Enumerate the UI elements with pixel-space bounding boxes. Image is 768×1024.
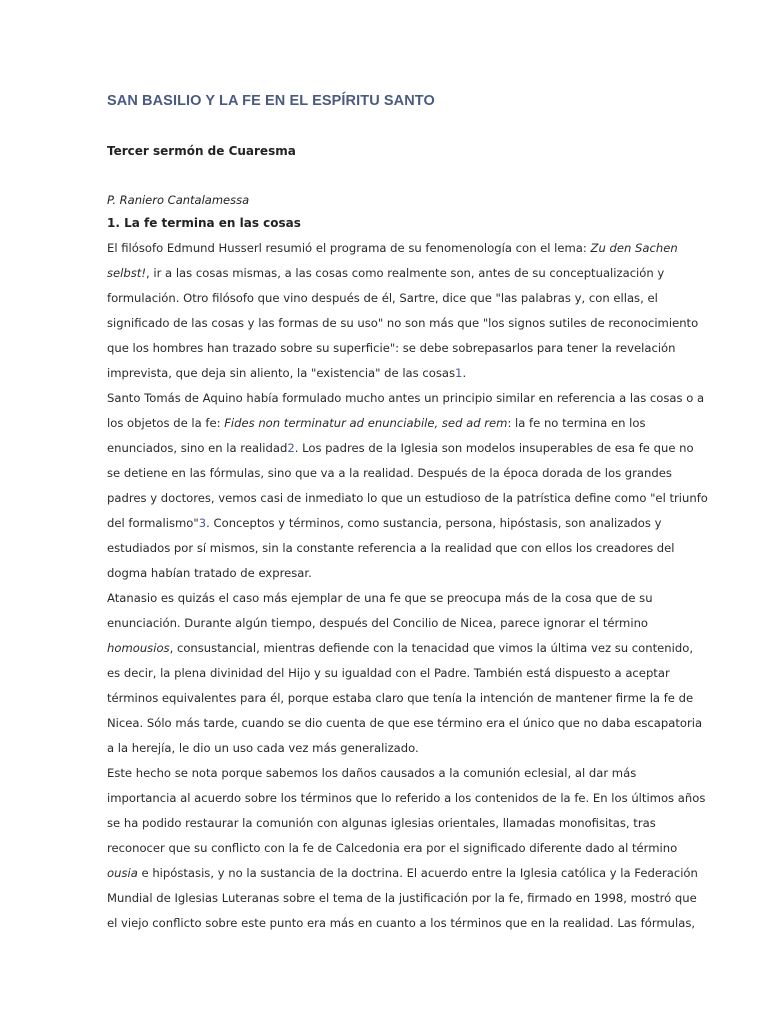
document-subtitle: Tercer sermón de Cuaresma (107, 144, 296, 158)
text-segment: : la fe no termina en los (507, 416, 646, 430)
text-segment: padres y doctores, vemos casi de inmediato lo que un estudioso de la patrística define como "el triunfo (107, 491, 708, 505)
text-segment: dogma habían tratado de expresar. (107, 566, 312, 580)
text-segment: términos equivalentes para él, porque estaba claro que tenía la intención de mantener firme la fe de (107, 691, 694, 705)
text-segment: se detiene en las fórmulas, sino que va a la realidad. Después de la época dorada de los grandes (107, 466, 672, 480)
italic-text: homousios (107, 641, 170, 655)
italic-text: Zu den Sachen (590, 241, 678, 255)
text-line (107, 786, 706, 811)
text-line (107, 461, 672, 486)
text-line (107, 711, 703, 736)
section-heading: 1. La fe termina en las cosas (107, 216, 301, 230)
footnote-link[interactable]: 1 (455, 366, 463, 380)
text-segment: el viejo conflicto sobre este punto era más en cuanto a los términos que en la realidad. Las fórmulas, (107, 916, 696, 930)
text-segment: Este hecho se nota porque sabemos los daños causados a la comunión eclesial, al dar más (107, 766, 637, 780)
text-line (107, 911, 696, 936)
text-segment: Nicea. Sólo más tarde, cuando se dio cuenta de que ese término era el único que no daba escapatoria (107, 716, 703, 730)
text-segment: imprevista, que deja sin aliento, la "existencia" de las cosas (107, 366, 456, 380)
text-segment: significado de las cosas y las formas de su uso" no son más que "los signos sutiles de reconocimiento (107, 316, 699, 330)
text-line (107, 561, 667, 586)
text-line (107, 836, 678, 861)
text-line (107, 861, 698, 886)
text-line (107, 411, 667, 436)
document-title: SAN BASILIO Y LA FE EN EL ESPÍRITU SANTO (107, 93, 435, 109)
text-segment: los objetos de la fe: (107, 416, 225, 430)
text-segment: formulación. Otro filósofo que vino después de él, Sartre, dice que "las palabras y, con ellas, el (107, 291, 658, 305)
text-line (107, 611, 667, 636)
body-text (107, 236, 708, 936)
text-segment: Santo Tomás de Aquino había formulado mucho antes un principio similar en referencia a las cosas o a (107, 391, 705, 405)
text-line (107, 586, 667, 611)
text-line (107, 361, 667, 386)
text-line (107, 686, 694, 711)
footnote-link[interactable]: 2 (287, 441, 295, 455)
text-segment: importancia al acuerdo sobre los términos que lo referido a los contenidos de la fe. En los últimos años (107, 791, 706, 805)
text-segment: Mundial de Iglesias Luteranas sobre el tema de la justificación por la fe, firmado en 1998, mostró que (107, 891, 697, 905)
italic-text: Fides non terminatur ad enunciabile, sed ad rem (224, 416, 508, 430)
text-segment: reconocer que su conflicto con la fe de Calcedonia era por el significado diferente dado al término (107, 841, 678, 855)
text-line (107, 311, 699, 336)
text-segment: a la herejía, le dio un uso cada vez más generalizado. (107, 741, 419, 755)
text-segment: , consustancial, mientras defiende con la tenacidad que vimos la última vez su contenido, (169, 641, 694, 655)
text-segment: . (462, 366, 467, 380)
text-segment: , ir a las cosas mismas, a las cosas como realmente son, antes de su conceptualización y (146, 266, 665, 280)
text-segment: . Los padres de la Iglesia son modelos insuperables de esa fe que no (294, 441, 694, 455)
text-segment: que los hombres han trazado sobre su superficie": se debe sobrepasarlos para tener la revelación (107, 341, 676, 355)
text-segment: . Conceptos y términos, como sustancia, persona, hipóstasis, son analizados y (206, 516, 662, 530)
document-author: P. Raniero Cantalamessa (107, 193, 250, 207)
text-line (107, 636, 694, 661)
text-line (107, 811, 667, 836)
text-segment: Atanasio es quizás el caso más ejemplar de una fe que se preocupa más de la cosa que de su (107, 591, 653, 605)
text-line (107, 886, 697, 911)
text-line (107, 761, 667, 786)
italic-text: ousia (107, 866, 138, 880)
text-line (107, 436, 694, 461)
italic-text: selbst! (107, 266, 146, 280)
text-line (107, 386, 705, 411)
text-segment: El filósofo Edmund Husserl resumió el programa de su fenomenología con el lema: (107, 241, 591, 255)
text-segment: estudiados por sí mismos, sin la constante referencia a la realidad que con ellos los creadores del (107, 541, 675, 555)
text-line (107, 236, 678, 261)
text-segment: e hipóstasis, y no la sustancia de la doctrina. El acuerdo entre la Iglesia católica y la Federación (137, 866, 698, 880)
text-segment: se ha podido restaurar la comunión con algunas iglesias orientales, llamadas monofisitas, tras (107, 816, 656, 830)
text-line (107, 336, 676, 361)
text-line (107, 486, 708, 511)
text-segment: del formalismo" (107, 516, 199, 530)
text-segment: enunciados, sino en la realidad (107, 441, 288, 455)
text-segment: es decir, la plena divinidad del Hijo y su igualdad con el Padre. También está dispuesto a aceptar (107, 666, 670, 680)
text-line (107, 511, 667, 536)
text-line (107, 286, 667, 311)
text-line (107, 661, 670, 686)
text-line (107, 536, 675, 561)
text-segment: enunciación. Durante algún tiempo, después del Concilio de Nicea, parece ignorar el término (107, 616, 649, 630)
text-line (107, 261, 667, 286)
footnote-link[interactable]: 3 (198, 516, 207, 530)
text-line (107, 736, 667, 761)
